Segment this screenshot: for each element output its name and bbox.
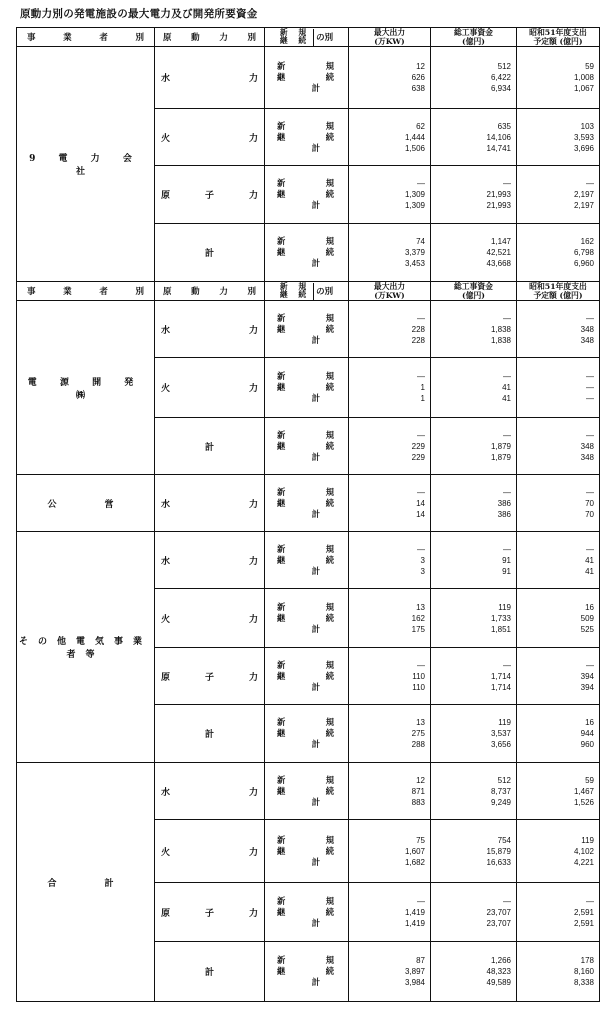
planned-expenditure-cell-value: 348 <box>580 441 594 451</box>
power-source-cell: 原 子 力 <box>155 648 265 705</box>
type-labels <box>265 942 349 1002</box>
planned-expenditure-cell-value: 3,593 <box>573 132 594 142</box>
max-output-cell-value: 275 <box>411 729 425 738</box>
planned-expenditure-cell-value: 2,197 <box>573 190 594 199</box>
planned-expenditure-cell <box>517 418 600 475</box>
type-labels-value: 新 規 <box>277 955 334 965</box>
type-labels-value: 新 規 <box>277 178 334 188</box>
total-funds-cell-value: 1,851 <box>490 624 511 634</box>
planned-expenditure-cell-value: — <box>586 179 594 188</box>
max-output-cell-value: 13 <box>416 602 425 612</box>
planned-expenditure-cell-value: 348 <box>580 335 594 345</box>
type-labels-value: 新 規 <box>277 659 334 670</box>
planned-expenditure-cell-value: — <box>586 394 594 403</box>
type-labels-value: 継 続 <box>277 72 334 82</box>
planned-expenditure-cell-value: 6,798 <box>573 248 594 257</box>
header-type: 新 規 継 続 の別 <box>265 28 349 47</box>
planned-expenditure-cell-value: 178 <box>580 956 594 965</box>
max-output-cell-value: — <box>417 487 425 497</box>
max-output-cell-value: 1,444 <box>404 132 425 142</box>
table-row <box>17 301 600 358</box>
max-output-cell-value: — <box>417 896 425 906</box>
type-labels <box>265 705 349 763</box>
total-funds-cell-value: 754 <box>497 835 511 845</box>
type-labels-value: 継 続 <box>277 189 334 199</box>
power-source-cell: 計 <box>155 224 265 282</box>
type-labels <box>265 109 349 166</box>
total-funds-cell <box>431 942 517 1002</box>
total-funds-cell-value: 91 <box>502 566 511 576</box>
planned-expenditure-cell-value: 16 <box>585 718 594 727</box>
header-type: 新 規 継 続 の別 <box>265 282 349 301</box>
type-labels <box>265 883 349 942</box>
max-output-cell-value: 12 <box>416 775 425 785</box>
max-output-cell-value: 162 <box>411 613 425 623</box>
max-output-cell-value: — <box>417 372 425 381</box>
type-labels <box>265 418 349 475</box>
total-funds-cell <box>431 883 517 942</box>
max-output-cell-value: 62 <box>416 121 425 131</box>
type-labels-value: 新 規 <box>277 429 334 440</box>
planned-expenditure-cell <box>517 820 600 883</box>
planned-expenditure-cell-value: 70 <box>585 498 594 508</box>
type-labels-value: 継 続 <box>277 131 334 142</box>
planned-expenditure-cell-value: — <box>586 660 594 670</box>
max-output-cell <box>349 942 431 1002</box>
total-funds-cell-value: 91 <box>502 555 511 565</box>
max-output-cell <box>349 648 431 705</box>
max-output-cell <box>349 166 431 224</box>
max-output-cell-value: 871 <box>411 786 425 796</box>
total-funds-cell-value: — <box>503 487 511 497</box>
total-funds-cell-value: 23,707 <box>486 907 511 917</box>
planned-expenditure-cell-value: 509 <box>580 613 594 623</box>
type-labels-value: 計 <box>311 796 320 807</box>
total-funds-cell-value: — <box>503 660 511 670</box>
total-funds-cell-value: 1,714 <box>490 671 511 681</box>
max-output-cell <box>349 883 431 942</box>
max-output-cell-value: 75 <box>416 835 425 845</box>
type-labels-value: 計 <box>311 142 320 153</box>
max-output-cell-value: 1,607 <box>404 846 425 856</box>
total-funds-cell-value: 49,589 <box>486 978 511 987</box>
planned-expenditure-cell-value: 59 <box>585 775 594 785</box>
type-labels-value: 継 続 <box>277 966 334 976</box>
type-labels-value: 計 <box>311 393 320 403</box>
planned-expenditure-cell <box>517 358 600 418</box>
max-output-cell-value: — <box>417 313 425 323</box>
max-output-cell-value: 1 <box>420 394 425 403</box>
max-output-cell-value: 1 <box>420 383 425 392</box>
total-funds-cell-value: — <box>503 313 511 323</box>
type-labels-value: 計 <box>311 200 320 210</box>
total-funds-cell <box>431 109 517 166</box>
max-output-cell-value: 1,682 <box>404 857 425 867</box>
header-planned-expenditure: 昭和51年度支出 予定額 (億円) <box>517 28 600 47</box>
operator-cell: 電 源 開 発 ㈱ <box>17 301 155 475</box>
type-labels-value: 継 続 <box>277 612 334 623</box>
type-labels-value: 新 規 <box>277 717 334 727</box>
max-output-cell <box>349 224 431 282</box>
power-source-cell: 水 力 <box>155 532 265 589</box>
max-output-cell-value: 1,309 <box>404 190 425 199</box>
total-funds-cell-value: 16,633 <box>486 857 511 867</box>
type-labels-value: 継 続 <box>277 323 334 334</box>
header-total-funds: 総工事資金 (億円) <box>431 28 517 47</box>
power-source-cell: 水 力 <box>155 301 265 358</box>
planned-expenditure-cell-value: 348 <box>580 452 594 462</box>
planned-expenditure-cell-value: 59 <box>585 62 594 71</box>
type-labels-value: 継 続 <box>277 785 334 796</box>
planned-expenditure-cell-value: 1,067 <box>573 84 594 93</box>
planned-expenditure-cell-value: 944 <box>580 729 594 738</box>
power-source-cell: 計 <box>155 942 265 1002</box>
max-output-cell-value: 87 <box>416 956 425 965</box>
type-labels-value: 新 規 <box>277 61 334 71</box>
total-funds-cell-value: 512 <box>497 62 511 71</box>
planned-expenditure-cell-value: 394 <box>580 671 594 681</box>
planned-expenditure-cell <box>517 532 600 589</box>
power-source-cell: 火 力 <box>155 109 265 166</box>
type-labels <box>265 763 349 820</box>
max-output-cell-value: 13 <box>416 718 425 727</box>
total-funds-cell-value: 14,741 <box>486 143 511 153</box>
type-labels-value: 新 規 <box>277 371 334 381</box>
max-output-cell-value: — <box>417 179 425 188</box>
max-output-cell-value: 3,453 <box>404 259 425 268</box>
total-funds-cell-value: — <box>503 430 511 440</box>
operator-cell: 公 営 <box>17 475 155 532</box>
total-funds-cell-value: — <box>503 179 511 188</box>
max-output-cell-value: 229 <box>411 441 425 451</box>
planned-expenditure-cell-value: 103 <box>580 121 594 131</box>
type-labels <box>265 589 349 648</box>
max-output-cell <box>349 47 431 109</box>
power-source-cell: 水 力 <box>155 47 265 109</box>
total-funds-cell <box>431 47 517 109</box>
planned-expenditure-cell <box>517 109 600 166</box>
max-output-cell <box>349 301 431 358</box>
type-labels-value: 計 <box>311 681 320 692</box>
total-funds-cell <box>431 763 517 820</box>
type-labels <box>265 301 349 358</box>
max-output-cell-value: 626 <box>411 73 425 82</box>
type-labels-value: 計 <box>311 83 320 93</box>
type-labels <box>265 475 349 532</box>
total-funds-cell-value: 15,879 <box>486 846 511 856</box>
planned-expenditure-cell-value: 119 <box>581 835 594 845</box>
planned-expenditure-cell <box>517 763 600 820</box>
max-output-cell-value: 3,984 <box>404 978 425 987</box>
max-output-cell <box>349 475 431 532</box>
power-source-cell: 原 子 力 <box>155 883 265 942</box>
total-funds-cell <box>431 820 517 883</box>
type-labels-value: 新 規 <box>277 834 334 845</box>
max-output-cell-value: — <box>417 430 425 440</box>
planned-expenditure-cell-value: — <box>586 430 594 440</box>
max-output-cell-value: 74 <box>416 237 425 246</box>
total-funds-cell-value: 119 <box>498 718 511 727</box>
total-funds-cell-value: 8,737 <box>490 786 511 796</box>
total-funds-cell <box>431 705 517 763</box>
header-row <box>17 282 600 301</box>
type-labels-value: 継 続 <box>277 247 334 257</box>
total-funds-cell <box>431 224 517 282</box>
type-labels-value: 計 <box>311 739 320 749</box>
max-output-cell-value: 175 <box>411 624 425 634</box>
planned-expenditure-cell <box>517 301 600 358</box>
type-labels <box>265 358 349 418</box>
type-labels-value: 計 <box>311 623 320 634</box>
max-output-cell-value: 228 <box>411 335 425 345</box>
header-power-source: 原 動 力 別 <box>155 282 265 301</box>
header-operator: 事 業 者 別 <box>17 28 155 47</box>
total-funds-cell-value: 1,147 <box>490 237 511 246</box>
total-funds-cell <box>431 418 517 475</box>
max-output-cell-value: 1,419 <box>404 907 425 917</box>
total-funds-cell <box>431 648 517 705</box>
total-funds-cell <box>431 301 517 358</box>
power-source-cell: 水 力 <box>155 763 265 820</box>
total-funds-cell-value: 1,838 <box>490 324 511 334</box>
max-output-cell-value: — <box>417 544 425 554</box>
document-title: 原動力別の発電施設の最大電力及び開発所要資金 <box>20 8 258 20</box>
table-row <box>17 475 600 532</box>
total-funds-cell <box>431 358 517 418</box>
max-output-cell-value: 1,309 <box>404 201 425 210</box>
planned-expenditure-cell-value: 1,526 <box>573 797 594 807</box>
power-source-cell: 計 <box>155 418 265 475</box>
planned-expenditure-cell-value: 394 <box>580 682 594 692</box>
planned-expenditure-cell-value: 41 <box>585 566 594 576</box>
type-labels-value: 計 <box>311 856 320 867</box>
type-labels <box>265 648 349 705</box>
total-funds-cell-value: 1,879 <box>490 441 511 451</box>
type-labels-value: 継 続 <box>277 728 334 738</box>
max-output-cell-value: 12 <box>416 62 425 71</box>
planned-expenditure-cell-value: 70 <box>585 509 594 519</box>
power-source-cell: 火 力 <box>155 820 265 883</box>
max-output-cell-value: 110 <box>412 682 425 692</box>
total-funds-cell-value: 119 <box>498 602 511 612</box>
planned-expenditure-cell-value: 4,221 <box>573 857 594 867</box>
planned-expenditure-cell-value: 3,696 <box>573 143 594 153</box>
type-labels-value: 計 <box>311 508 320 519</box>
type-labels-value: 計 <box>311 565 320 576</box>
planned-expenditure-cell <box>517 166 600 224</box>
header-max-output: 最大出力 (万KW) <box>349 28 431 47</box>
power-source-cell: 水 力 <box>155 475 265 532</box>
planned-expenditure-cell <box>517 224 600 282</box>
type-labels-value: 継 続 <box>277 670 334 681</box>
total-funds-cell-value: 41 <box>502 383 511 392</box>
planned-expenditure-cell-value: 8,338 <box>573 978 594 987</box>
total-funds-cell-value: 14,106 <box>486 132 511 142</box>
total-funds-cell-value: 635 <box>497 121 511 131</box>
total-funds-cell-value: 1,879 <box>490 452 511 462</box>
max-output-cell <box>349 705 431 763</box>
total-funds-cell-value: 6,422 <box>490 73 511 82</box>
planned-expenditure-cell <box>517 47 600 109</box>
planned-expenditure-cell-value: 4,102 <box>573 846 594 856</box>
type-labels-value: 新 規 <box>277 601 334 612</box>
power-facility-table <box>16 27 600 1002</box>
type-labels <box>265 820 349 883</box>
max-output-cell-value: 3 <box>420 555 425 565</box>
total-funds-cell <box>431 589 517 648</box>
max-output-cell-value: 14 <box>416 509 425 519</box>
total-funds-cell-value: 3,656 <box>490 740 511 749</box>
table-row <box>17 763 600 820</box>
max-output-cell-value: 3,897 <box>404 967 425 976</box>
total-funds-cell-value: — <box>503 544 511 554</box>
type-labels-value: 計 <box>311 334 320 345</box>
total-funds-cell-value: 21,993 <box>486 201 511 210</box>
type-labels <box>265 47 349 109</box>
power-source-cell: 火 力 <box>155 589 265 648</box>
header-power-source: 原 動 力 別 <box>155 28 265 47</box>
planned-expenditure-cell-value: 525 <box>580 624 594 634</box>
type-labels-value: 継 続 <box>277 906 334 917</box>
planned-expenditure-cell-value: 960 <box>580 740 594 749</box>
table-row <box>17 47 600 109</box>
type-labels-value: 継 続 <box>277 845 334 856</box>
planned-expenditure-cell-value: — <box>586 544 594 554</box>
planned-expenditure-cell-value: 41 <box>585 555 594 565</box>
type-labels-value: 新 規 <box>277 543 334 554</box>
planned-expenditure-cell-value: — <box>586 896 594 906</box>
max-output-cell <box>349 589 431 648</box>
total-funds-cell-value: 1,733 <box>490 613 511 623</box>
total-funds-cell-value: — <box>503 372 511 381</box>
type-labels-value: 継 続 <box>277 497 334 508</box>
planned-expenditure-cell-value: 2,591 <box>573 918 594 928</box>
max-output-cell-value: 110 <box>412 671 425 681</box>
planned-expenditure-cell-value: 2,591 <box>573 907 594 917</box>
type-labels-value: 継 続 <box>277 382 334 392</box>
max-output-cell <box>349 763 431 820</box>
max-output-cell <box>349 109 431 166</box>
power-source-cell: 計 <box>155 705 265 763</box>
planned-expenditure-cell-value: 348 <box>580 324 594 334</box>
type-labels-value: 計 <box>311 451 320 462</box>
total-funds-cell-value: 1,838 <box>490 335 511 345</box>
planned-expenditure-cell-value: 16 <box>585 602 594 612</box>
operator-cell: 9 電 力 会 社 <box>17 47 155 282</box>
max-output-cell-value: 229 <box>411 452 425 462</box>
type-labels-value: 継 続 <box>277 440 334 451</box>
planned-expenditure-cell-value: 1,467 <box>573 786 594 796</box>
max-output-cell-value: 228 <box>411 324 425 334</box>
total-funds-cell-value: 512 <box>497 775 511 785</box>
type-labels-value: 計 <box>311 977 320 987</box>
total-funds-cell-value: 1,714 <box>490 682 511 692</box>
max-output-cell-value: 3 <box>420 566 425 576</box>
planned-expenditure-cell-value: — <box>586 383 594 392</box>
header-planned-expenditure: 昭和51年度支出 予定額 (億円) <box>517 282 600 301</box>
header-max-output: 最大出力 (万KW) <box>349 282 431 301</box>
total-funds-cell-value: 3,537 <box>490 729 511 738</box>
max-output-cell-value: 1,506 <box>404 143 425 153</box>
type-labels <box>265 224 349 282</box>
planned-expenditure-cell-value: 1,008 <box>573 73 594 82</box>
planned-expenditure-cell-value: — <box>586 487 594 497</box>
max-output-cell-value: 3,379 <box>404 248 425 257</box>
operator-cell: その他電気事業者等 <box>17 532 155 763</box>
max-output-cell-value: 883 <box>411 797 425 807</box>
max-output-cell-value: — <box>417 660 425 670</box>
planned-expenditure-cell-value: — <box>586 313 594 323</box>
type-labels-value: 新 規 <box>277 486 334 497</box>
max-output-cell <box>349 418 431 475</box>
planned-expenditure-cell <box>517 942 600 1002</box>
table-body <box>17 28 600 1002</box>
planned-expenditure-cell <box>517 883 600 942</box>
total-funds-cell-value: 23,707 <box>486 918 511 928</box>
max-output-cell-value: 288 <box>411 740 425 749</box>
planned-expenditure-cell-value: 8,160 <box>573 967 594 976</box>
header-operator: 事 業 者 別 <box>17 282 155 301</box>
total-funds-cell-value: 386 <box>497 498 511 508</box>
header-row <box>17 28 600 47</box>
planned-expenditure-cell-value: 162 <box>580 237 594 246</box>
type-labels-value: 新 規 <box>277 774 334 785</box>
planned-expenditure-cell <box>517 705 600 763</box>
max-output-cell <box>349 532 431 589</box>
type-labels-value: 継 続 <box>277 554 334 565</box>
power-source-cell: 火 力 <box>155 358 265 418</box>
type-labels-value: 新 規 <box>277 312 334 323</box>
total-funds-cell-value: 1,266 <box>490 956 511 965</box>
type-labels-value: 計 <box>311 258 320 268</box>
type-labels <box>265 166 349 224</box>
max-output-cell <box>349 358 431 418</box>
planned-expenditure-cell <box>517 589 600 648</box>
operator-cell: 合 計 <box>17 763 155 1002</box>
total-funds-cell-value: — <box>503 896 511 906</box>
type-labels-value: 新 規 <box>277 236 334 246</box>
table-row <box>17 532 600 589</box>
planned-expenditure-cell-value: 2,197 <box>573 201 594 210</box>
total-funds-cell <box>431 166 517 224</box>
total-funds-cell <box>431 532 517 589</box>
total-funds-cell-value: 41 <box>502 394 511 403</box>
total-funds-cell-value: 6,934 <box>490 84 511 93</box>
planned-expenditure-cell-value: 6,960 <box>573 259 594 268</box>
type-labels-value: 計 <box>311 917 320 928</box>
total-funds-cell-value: 9,249 <box>490 797 511 807</box>
planned-expenditure-cell <box>517 475 600 532</box>
total-funds-cell-value: 42,521 <box>486 248 511 257</box>
max-output-cell-value: 14 <box>416 498 425 508</box>
type-labels <box>265 532 349 589</box>
total-funds-cell-value: 48,323 <box>486 967 511 976</box>
power-source-cell: 原 子 力 <box>155 166 265 224</box>
total-funds-cell <box>431 475 517 532</box>
max-output-cell <box>349 820 431 883</box>
type-labels-value: 新 規 <box>277 895 334 906</box>
header-total-funds: 総工事資金 (億円) <box>431 282 517 301</box>
total-funds-cell-value: 21,993 <box>486 190 511 199</box>
planned-expenditure-cell <box>517 648 600 705</box>
total-funds-cell-value: 43,668 <box>486 259 511 268</box>
type-labels-value: 新 規 <box>277 120 334 131</box>
max-output-cell-value: 1,419 <box>404 918 425 928</box>
planned-expenditure-cell-value: — <box>586 372 594 381</box>
total-funds-cell-value: 386 <box>497 509 511 519</box>
max-output-cell-value: 638 <box>411 84 425 93</box>
